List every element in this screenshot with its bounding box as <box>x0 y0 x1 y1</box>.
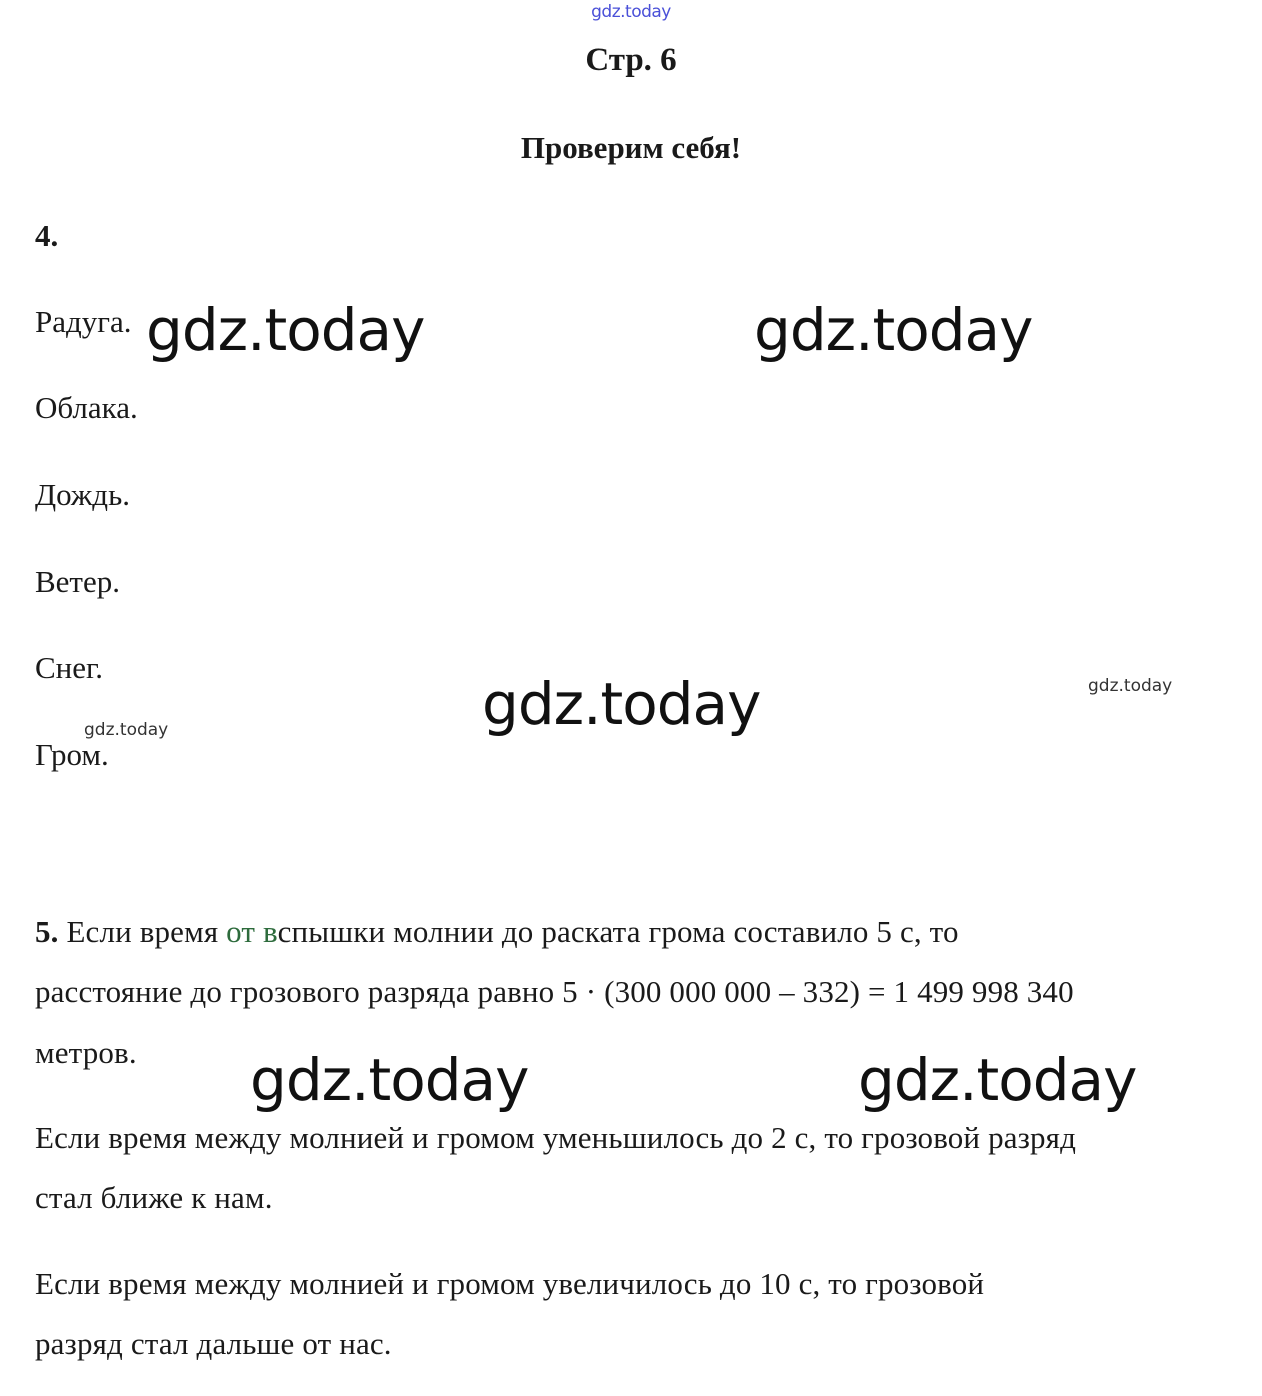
task-4-number: 4. <box>35 218 59 253</box>
task-5-para-3-line-2: разряд стал дальше от нас. <box>35 1326 392 1361</box>
section-title: Проверим себя! <box>520 130 742 165</box>
task-5-text-end: спышки молнии до раската грома составило 5 с, то <box>277 914 959 949</box>
task-4-answer-4: Ветер. <box>35 564 120 599</box>
task-5-line-3: метров. <box>35 1035 137 1070</box>
watermark-top: gdz.today <box>591 2 671 22</box>
task-5-line-1 <box>35 914 959 950</box>
task-4-answer-2: Облака. <box>35 390 138 425</box>
page-title: Стр. 6 <box>585 42 677 78</box>
watermark-large-5: gdz.today <box>858 1046 1137 1114</box>
task-5-text-highlight: от в <box>226 914 278 949</box>
watermark-large-3: gdz.today <box>482 670 761 738</box>
watermark-small-1: gdz.today <box>1088 676 1173 696</box>
task-4-answer-5: Снег. <box>35 650 103 685</box>
task-5-number: 5. <box>35 914 59 949</box>
task-5-line-2: расстояние до грозового разряда равно 5 · (300 000 000 – 332) = 1 499 998 340 <box>35 974 1074 1009</box>
task-5-para-3-line-1: Если время между молнией и громом увеличилось до 10 с, то грозовой <box>35 1266 985 1301</box>
task-5-para-2-line-1: Если время между молнией и громом уменьшилось до 2 с, то грозовой разряд <box>35 1120 1077 1155</box>
task-5-text-start: Если время <box>66 914 227 949</box>
task-4-answer-1: Радуга. <box>35 304 132 339</box>
watermark-large-2: gdz.today <box>754 296 1033 364</box>
task-4-answer-3: Дождь. <box>35 477 130 512</box>
watermark-large-1: gdz.today <box>146 296 425 364</box>
task-4-answer-6: Гром. <box>35 737 109 772</box>
task-5-para-2-line-2: стал ближе к нам. <box>35 1180 273 1215</box>
watermark-small-2: gdz.today <box>84 720 169 740</box>
watermark-large-4: gdz.today <box>250 1046 529 1114</box>
